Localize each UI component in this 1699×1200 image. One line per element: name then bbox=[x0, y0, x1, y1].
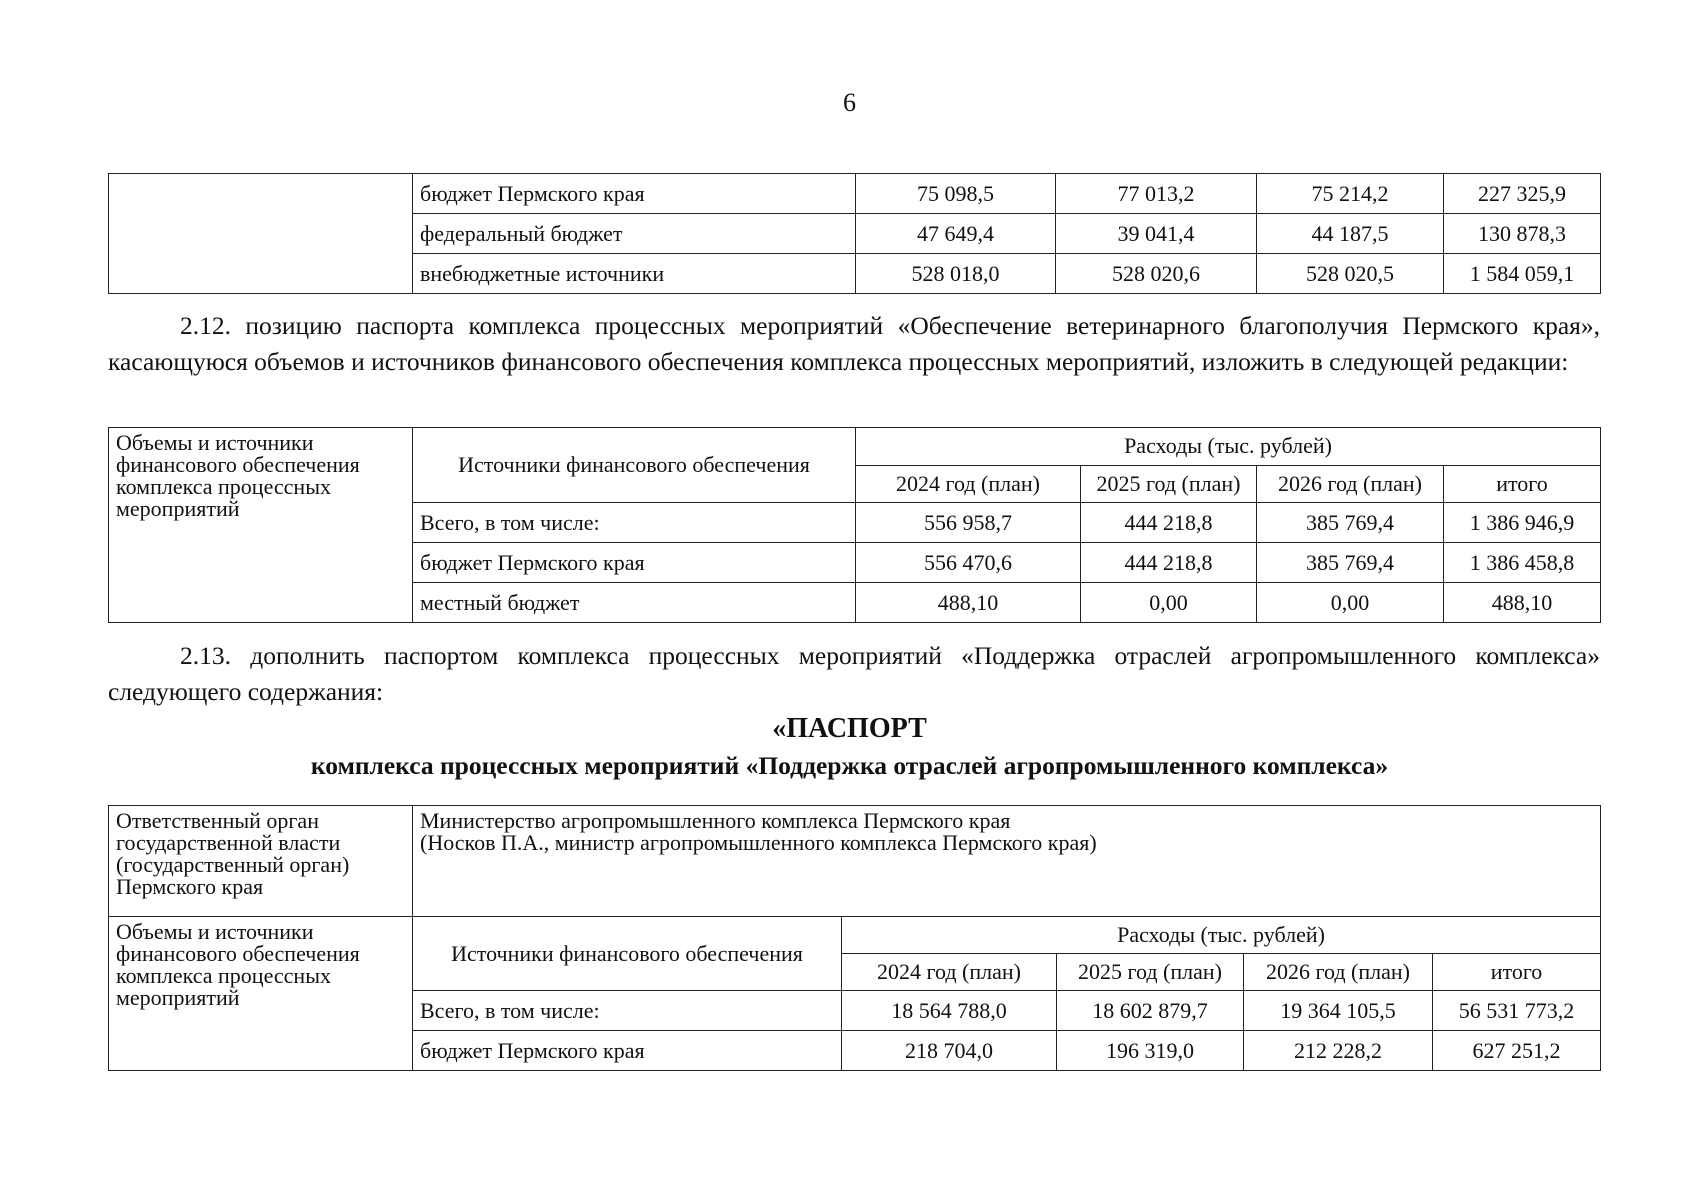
value-2026: 19 364 105,5 bbox=[1244, 991, 1433, 1031]
ministry-name: Министерство агропромышленного комплекса Пермского края bbox=[420, 808, 1011, 833]
col-header-2025: 2025 год (план) bbox=[1081, 465, 1257, 503]
minister-name: (Носков П.А., министр агропромышленного комплекса Пермского края) bbox=[420, 830, 1097, 855]
source-cell: Всего, в том числе: bbox=[413, 503, 856, 543]
col-header-total: итого bbox=[1444, 465, 1601, 503]
table-row bbox=[109, 174, 1601, 214]
value-2026: 212 228,2 bbox=[1244, 1031, 1433, 1071]
value-total: 56 531 773,2 bbox=[1433, 991, 1601, 1031]
table-header-row bbox=[109, 428, 1601, 466]
col-header-2026: 2026 год (план) bbox=[1244, 954, 1433, 991]
source-cell: бюджет Пермского края bbox=[413, 543, 856, 583]
col-header-2024: 2024 год (план) bbox=[856, 465, 1081, 503]
source-cell: федеральный бюджет bbox=[413, 214, 856, 254]
source-cell: внебюджетные источники bbox=[413, 254, 856, 294]
page-number: 6 bbox=[843, 88, 856, 117]
value-2026: 0,00 bbox=[1257, 583, 1444, 623]
value-total: 488,10 bbox=[1444, 583, 1601, 623]
value-total: 1 386 458,8 bbox=[1444, 543, 1601, 583]
value-2024: 488,10 bbox=[856, 583, 1081, 623]
value-2026: 75 214,2 bbox=[1257, 174, 1444, 214]
value-2024: 47 649,4 bbox=[856, 214, 1056, 254]
value-2025: 528 020,6 bbox=[1056, 254, 1257, 294]
value-2024: 75 098,5 bbox=[856, 174, 1056, 214]
expenses-header: Расходы (тыс. рублей) bbox=[856, 428, 1601, 466]
empty-label-cell bbox=[109, 174, 413, 294]
paragraph-2-13: 2.13. дополнить паспортом комплекса процессных мероприятий «Поддержка отраслей агропромышленного комплекса» следующего содержания: bbox=[108, 641, 1600, 706]
source-cell: бюджет Пермского края bbox=[413, 1031, 842, 1071]
source-cell: бюджет Пермского края bbox=[413, 174, 856, 214]
row-label-cell: Объемы и источники финансового обеспечения комплекса процессных мероприятий bbox=[109, 917, 413, 1071]
value-2024: 556 470,6 bbox=[856, 543, 1081, 583]
value-2025: 77 013,2 bbox=[1056, 174, 1257, 214]
value-2026: 385 769,4 bbox=[1257, 503, 1444, 543]
value-total: 627 251,2 bbox=[1433, 1031, 1601, 1071]
source-cell: местный бюджет bbox=[413, 583, 856, 623]
value-total: 1 584 059,1 bbox=[1444, 254, 1601, 294]
value-2024: 218 704,0 bbox=[842, 1031, 1057, 1071]
col-header-2024: 2024 год (план) bbox=[842, 954, 1057, 991]
agro-passport-table bbox=[108, 805, 1601, 1071]
value-2026: 385 769,4 bbox=[1257, 543, 1444, 583]
value-2025: 444 218,8 bbox=[1081, 543, 1257, 583]
responsible-value bbox=[413, 806, 1601, 917]
value-total: 130 878,3 bbox=[1444, 214, 1601, 254]
col-header-2026: 2026 год (план) bbox=[1257, 465, 1444, 503]
col-header-2025: 2025 год (план) bbox=[1057, 954, 1244, 991]
sources-header: Источники финансового обеспечения bbox=[413, 917, 842, 991]
funding-table-continued bbox=[108, 173, 1601, 294]
value-total: 1 386 946,9 bbox=[1444, 503, 1601, 543]
value-2024: 18 564 788,0 bbox=[842, 991, 1057, 1031]
passport-title: «ПАСПОРТ bbox=[772, 713, 927, 744]
veterinary-funding-table bbox=[108, 427, 1601, 623]
value-2025: 196 319,0 bbox=[1057, 1031, 1244, 1071]
row-label-cell: Объемы и источники финансового обеспечения комплекса процессных мероприятий bbox=[109, 428, 413, 623]
value-2025: 18 602 879,7 bbox=[1057, 991, 1244, 1031]
responsible-row bbox=[109, 806, 1601, 917]
source-cell: Всего, в том числе: bbox=[413, 991, 842, 1031]
responsible-label: Ответственный орган государственной власти (государственный орган) Пермского края bbox=[109, 806, 413, 917]
sources-header: Источники финансового обеспечения bbox=[413, 428, 856, 503]
value-2026: 528 020,5 bbox=[1257, 254, 1444, 294]
value-2025: 39 041,4 bbox=[1056, 214, 1257, 254]
col-header-total: итого bbox=[1433, 954, 1601, 991]
value-2025: 0,00 bbox=[1081, 583, 1257, 623]
value-2025: 444 218,8 bbox=[1081, 503, 1257, 543]
value-total: 227 325,9 bbox=[1444, 174, 1601, 214]
value-2024: 556 958,7 bbox=[856, 503, 1081, 543]
table-header-row bbox=[109, 917, 1601, 954]
passport-subtitle: комплекса процессных мероприятий «Поддержка отраслей агропромышленного комплекса» bbox=[310, 751, 1389, 780]
value-2026: 44 187,5 bbox=[1257, 214, 1444, 254]
value-2024: 528 018,0 bbox=[856, 254, 1056, 294]
expenses-header: Расходы (тыс. рублей) bbox=[842, 917, 1601, 954]
paragraph-2-12: 2.12. позицию паспорта комплекса процессных мероприятий «Обеспечение ветеринарного благополучия Пермского края», касающуюся объемов и источников финансового обеспечения комплекса процессных мероприятий, изложить в следующей редакции: bbox=[108, 311, 1600, 376]
